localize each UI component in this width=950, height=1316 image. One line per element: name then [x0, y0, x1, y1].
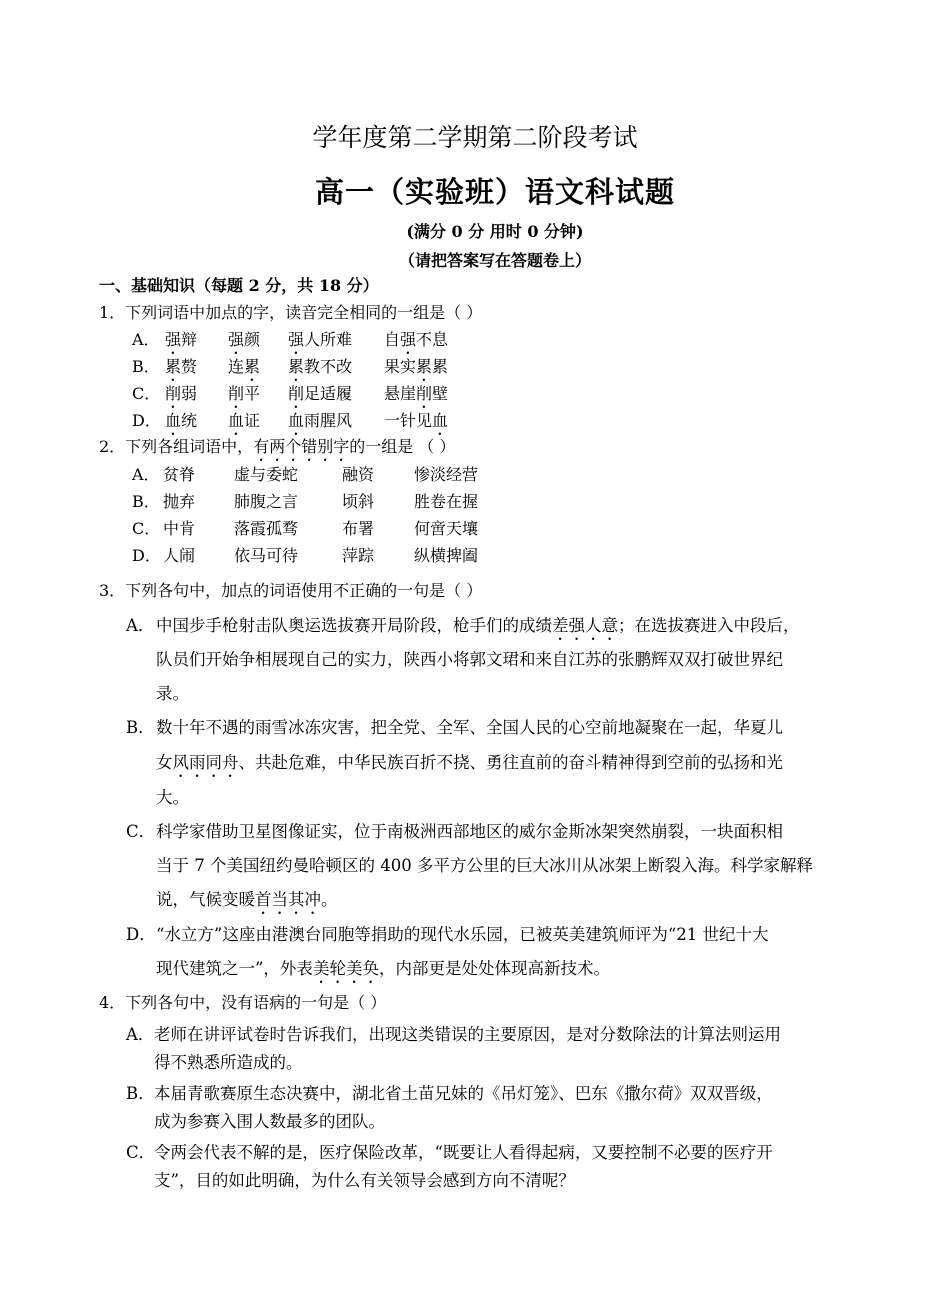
question-3-option-c-line-2: 当于 7 个美国纽约曼哈顿区的 400 多平方公里的巨大冰川从冰架上断裂入海。科学家解释 — [156, 856, 813, 875]
option-label: A． — [126, 1025, 155, 1044]
option-word: 自强不息 — [384, 330, 449, 349]
question-3-option-a-line-1: 中国步手枪射击队奥运选拔赛开局阶段，枪手们的成绩差强人意；在选拔赛进入中段后， — [156, 616, 800, 635]
option-word: 削弱 — [165, 384, 198, 403]
option-word: 融资 — [342, 465, 375, 484]
question-4-option-a-line-2: 得不熟悉所造成的。 — [154, 1053, 303, 1072]
question-4-option-a-line-1: 老师在讲评试卷时告诉我们，出现这类错误的主要原因，是对分数除法的计算法则运用 — [154, 1025, 781, 1044]
option-label: C． — [132, 519, 161, 538]
exam-title: 学年度第二学期第二阶段考试 — [312, 123, 638, 152]
question-4-option-b-line-1: 本届青歌赛原生态决赛中，湖北省土苗兄妹的《吊灯笼》、巴东《撒尔荷》双双晋级， — [154, 1084, 773, 1103]
exam-subtitle: 高一（实验班）语文科试题 — [314, 175, 675, 209]
question-3-option-c-line-1: 科学家借助卫星图像证实，位于南极洲西部地区的威尔金斯冰架突然崩裂，一块面积相 — [156, 822, 783, 841]
question-4-stem: 4．下列各句中，没有语病的一句是（ ） — [99, 993, 387, 1012]
option-word: 中肯 — [163, 519, 196, 538]
question-3-option-d-line-2: 现代建筑之一”，外表美轮美奂，内部更是处处体现高新技术。 — [156, 959, 610, 978]
question-3-option-a-line-3: 录。 — [156, 684, 189, 703]
option-word: 削平 — [228, 384, 261, 403]
option-label: C． — [126, 1143, 156, 1162]
option-word: 惨淡经营 — [414, 465, 479, 484]
option-word: 果实累累 — [384, 357, 449, 376]
question-3-option-d-line-1: “水立方”这座由港澳台同胞等捐助的现代水乐园，已被英美建筑师评为“21 世纪十大 — [156, 925, 769, 944]
option-word: 血证 — [228, 411, 261, 430]
option-word: 悬崖削壁 — [384, 384, 449, 403]
question-3-option-b-line-1: 数十年不遇的雨雪冰冻灾害，把全党、全军、全国人民的心空前地凝聚在一起，华夏儿 — [156, 718, 783, 737]
option-label: C． — [132, 384, 161, 403]
option-label: B． — [132, 357, 160, 376]
question-3-option-c-line-3: 说，气候变暖首当其冲。 — [156, 890, 338, 909]
option-label: B． — [132, 492, 160, 511]
question-3-option-b-line-3: 大。 — [156, 788, 189, 807]
question-4-option-b-line-2: 成为参赛入围人数最多的团队。 — [154, 1112, 385, 1131]
option-word: 强辩 — [165, 330, 198, 349]
option-word: 肺腹之言 — [234, 492, 299, 511]
option-label: C． — [126, 822, 156, 841]
option-word: 布署 — [342, 519, 375, 538]
question-4-option-c-line-2: 支”，目的如此明确，为什么有关领导会感到方向不清呢？ — [154, 1171, 575, 1190]
option-word: 顷斜 — [342, 492, 375, 511]
question-4-option-c-line-1: 令两会代表不解的是，医疗保险改革，“既要让人看得起病，又要控制不必要的医疗开 — [154, 1143, 773, 1162]
option-word: 血统 — [165, 411, 198, 430]
option-word: 虚与委蛇 — [234, 465, 299, 484]
option-word: 血雨腥风 — [288, 411, 353, 430]
option-word: 胜卷在握 — [414, 492, 479, 511]
option-label: B． — [126, 718, 155, 737]
option-word: 依马可待 — [234, 546, 299, 565]
option-label: D． — [126, 925, 156, 944]
option-word: 强颜 — [228, 330, 261, 349]
question-1-stem: 1．下列词语中加点的字，读音完全相同的一组是（ ） — [99, 303, 483, 322]
option-word: 累赘 — [165, 357, 198, 376]
option-word: 抛弃 — [163, 492, 196, 511]
option-label: A． — [126, 616, 155, 635]
question-2-stem: 2．下列各组词语中，有两个错别字的一组是 （ ） — [99, 437, 456, 456]
question-3-option-b-line-2: 女风雨同舟、共赴危难，中华民族百折不挠、勇往直前的奋斗精神得到空前的弘扬和光 — [156, 753, 783, 772]
section-heading: 一、基础知识（每题 2 分，共 18 分） — [99, 276, 379, 295]
option-word: 强人所难 — [288, 330, 353, 349]
option-word: 一针见血 — [384, 411, 449, 430]
question-3-option-a-line-2: 队员们开始争相展现自己的实力，陕西小将郭文珺和来自江苏的张鹏辉双双打破世界纪 — [156, 650, 783, 669]
option-word: 人闹 — [163, 546, 196, 565]
question-3-stem: 3．下列各句中，加点的词语使用不正确的一句是（ ） — [99, 581, 483, 600]
option-word: 连累 — [228, 357, 261, 376]
option-word: 落霞孤骛 — [234, 519, 299, 538]
option-label: B． — [126, 1084, 155, 1103]
option-word: 贫脊 — [163, 465, 196, 484]
option-label: A． — [132, 330, 160, 349]
option-word: 累教不改 — [288, 357, 353, 376]
option-word: 何啻天壤 — [414, 519, 479, 538]
option-word: 纵横捭阖 — [414, 546, 479, 565]
option-label: D． — [132, 546, 161, 565]
answer-sheet-note: （请把答案写在答题卷上） — [398, 251, 591, 270]
option-word: 萍踪 — [342, 546, 375, 565]
option-word: 削足适履 — [288, 384, 353, 403]
option-label: A． — [132, 465, 160, 484]
score-time-note: (满分 0 分 用时 0 分钟) — [406, 222, 584, 241]
option-label: D． — [132, 411, 161, 430]
